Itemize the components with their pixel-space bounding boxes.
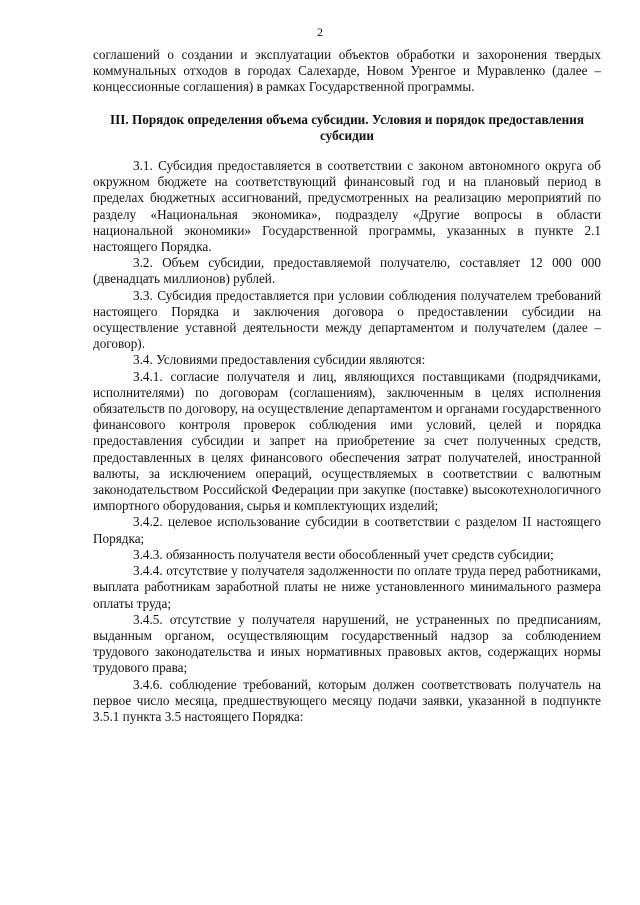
paragraph-3-4: 3.4. Условиями предоставления субсидии являются: (133, 352, 426, 368)
paragraph-3-3: 3.3. Субсидия предоставляется при условии соблюдения получателем требований настоящего Порядка и заключения договора о предоставлении субсидии на осуществление уставной деятельности между департаментом и получателем (далее – договор). (93, 287, 601, 352)
document-body (93, 47, 601, 725)
paragraph-3-4-4: 3.4.4. отсутствие у получателя задолженности по оплате труда перед работниками, выплата работникам заработной платы не ниже установленного минимального размера оплаты труда; (93, 563, 601, 611)
paragraph-3-4-2: 3.4.2. целевое использование субсидии в соответствии с разделом II настоящего Порядка; (93, 514, 601, 546)
section-heading: III. Порядок определения объема субсидии. Условия и порядок предоставления субсидии (109, 111, 584, 143)
paragraph-3-4-3: 3.4.3. обязанность получателя вести обособленный учет средств субсидии; (133, 546, 554, 562)
paragraph-3-4-6: 3.4.6. соблюдение требований, которым должен соответствовать получатель на первое число месяца, предшествующего месяцу подачи заявки, указанной в подпункте 3.5.1 пункта 3.5 настоящего Порядка: (93, 676, 601, 724)
paragraph-3-4-5: 3.4.5. отсутствие у получателя нарушений, не устраненных по предписаниям, выданным органом, осуществляющим государственный надзор за соблюдением трудового законодательства и иных нормативных правовых актов, содержащих нормы трудового права; (93, 611, 601, 676)
page-number: 2 (317, 25, 323, 39)
paragraph-3-1: 3.1. Субсидия предоставляется в соответствии с законом автономного округа об окружном бюджете на соответствующий финансовый год и на плановый период в пределах бюджетных ассигнований, предусмотренных на реализацию мероприятий по разделу «Национальная экономика», подразделу «Другие вопросы в области национальной экономики» Государственной программы, указанных в пункте 2.1 настоящего Порядка. (93, 158, 601, 255)
paragraph-3-2: 3.2. Объем субсидии, предоставляемой получателю, составляет 12 000 000 (двенадцать миллионов) рублей. (93, 255, 601, 287)
paragraph-3-4-1: 3.4.1. согласие получателя и лиц, являющихся поставщиками (подрядчиками, исполнителями) по договорам (соглашениям), заключенным в целях исполнения обязательств по договору, на осуществление департаментом и органами государственного финансового контроля проверок соблюдения ими условий, целей и порядка предоставления субсидии и запрет на приобретение за счет полученных средств, предоставленных в целях финансового обеспечения затрат получателей, иностранной валюты, за исключением операций, осуществляемых в соответствии с валютным законодательством Российской Федерации при закупке (поставке) высокотехнологичного импортного оборудования, сырья и комплектующих изделий; (93, 368, 601, 514)
intro-paragraph: соглашений о создании и эксплуатации объектов обработки и захоронения твердых коммунальных отходов в городах Салехарде, Новом Уренгое и Муравленко (далее – концессионные соглашения) в рамках Государственной программы. (93, 47, 601, 95)
